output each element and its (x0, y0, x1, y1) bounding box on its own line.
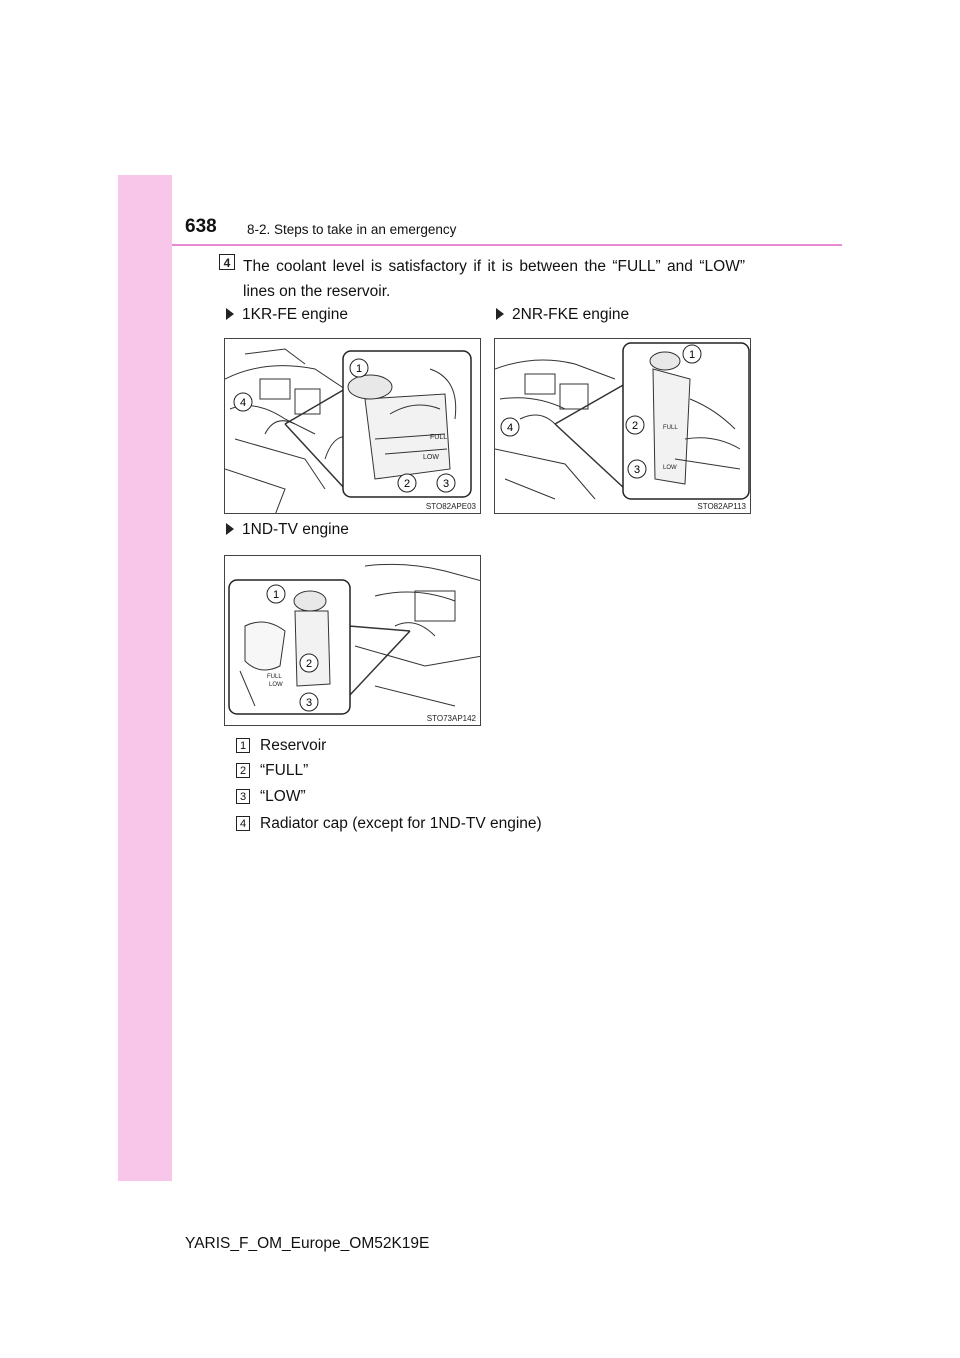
low-mark: LOW (423, 454, 439, 461)
figure-code: STO82APE03 (425, 502, 476, 511)
full-mark: FULL (267, 674, 282, 680)
svg-text:1: 1 (272, 589, 280, 601)
engine-label-1nd (226, 521, 349, 539)
step-number-box: 4 (219, 254, 235, 270)
legend-item-radiator-cap (236, 815, 542, 833)
figure-1nd-tv (224, 555, 481, 726)
figure-2nr-fke (494, 338, 751, 514)
svg-text:4: 4 (506, 422, 514, 434)
svg-text:3: 3 (633, 464, 641, 476)
document-footer: YARIS_F_OM_Europe_OM52K19E (185, 1235, 430, 1252)
svg-text:2: 2 (403, 478, 411, 490)
bullet-arrow-icon (226, 308, 234, 320)
callout-4 (234, 393, 252, 411)
callout-2 (300, 654, 318, 672)
legend-text: Radiator cap (except for 1ND-TV engine) (260, 815, 542, 832)
legend-number-box: 1 (236, 738, 250, 753)
legend-item-reservoir (236, 737, 326, 755)
legend-number-box: 4 (236, 816, 250, 831)
svg-text:1: 1 (355, 363, 363, 375)
low-mark: LOW (269, 682, 283, 688)
svg-text:2: 2 (305, 658, 313, 670)
full-mark: FULL (430, 434, 448, 441)
engine-label-text: 1ND-TV engine (242, 521, 349, 538)
svg-text:3: 3 (442, 478, 450, 490)
callout-2 (626, 416, 644, 434)
engine-label-text: 2NR-FKE engine (512, 306, 630, 323)
callout-3 (628, 460, 646, 478)
callout-1 (350, 359, 368, 377)
figure-code: STO73AP142 (426, 714, 476, 723)
section-title: 8-2. Steps to take in an emergency (247, 222, 457, 237)
engine-label-text: 1KR-FE engine (242, 306, 348, 323)
legend-item-low (236, 788, 306, 806)
bullet-arrow-icon (496, 308, 504, 320)
page-number: 638 (185, 216, 217, 237)
svg-text:4: 4 (239, 397, 247, 409)
callout-1 (267, 585, 285, 603)
callout-3 (437, 474, 455, 492)
step-text: The coolant level is satisfactory if it is between the “FULL” and “LOW” lines on the reservoir. (243, 258, 745, 300)
legend-text: Reservoir (260, 737, 327, 754)
callout-2 (398, 474, 416, 492)
svg-text:3: 3 (305, 697, 313, 709)
figure-code: STO82AP113 (697, 502, 746, 511)
figure-1kr-fe (224, 338, 481, 514)
engine-label-2nr (496, 306, 629, 324)
low-mark: LOW (663, 465, 677, 471)
callout-4 (501, 418, 519, 436)
callout-1 (683, 345, 701, 363)
full-mark: FULL (663, 425, 678, 431)
legend-item-full (236, 762, 308, 780)
side-tab-band (118, 175, 172, 1181)
legend-text: “FULL” (260, 762, 309, 779)
engine-label-1kr (226, 306, 348, 324)
svg-text:1: 1 (688, 349, 696, 361)
bullet-arrow-icon (226, 523, 234, 535)
legend-text: “LOW” (260, 788, 306, 805)
callout-3 (300, 693, 318, 711)
legend-number-box: 3 (236, 789, 250, 804)
svg-text:2: 2 (631, 420, 639, 432)
legend-number-box: 2 (236, 763, 250, 778)
header-rule (172, 244, 842, 246)
